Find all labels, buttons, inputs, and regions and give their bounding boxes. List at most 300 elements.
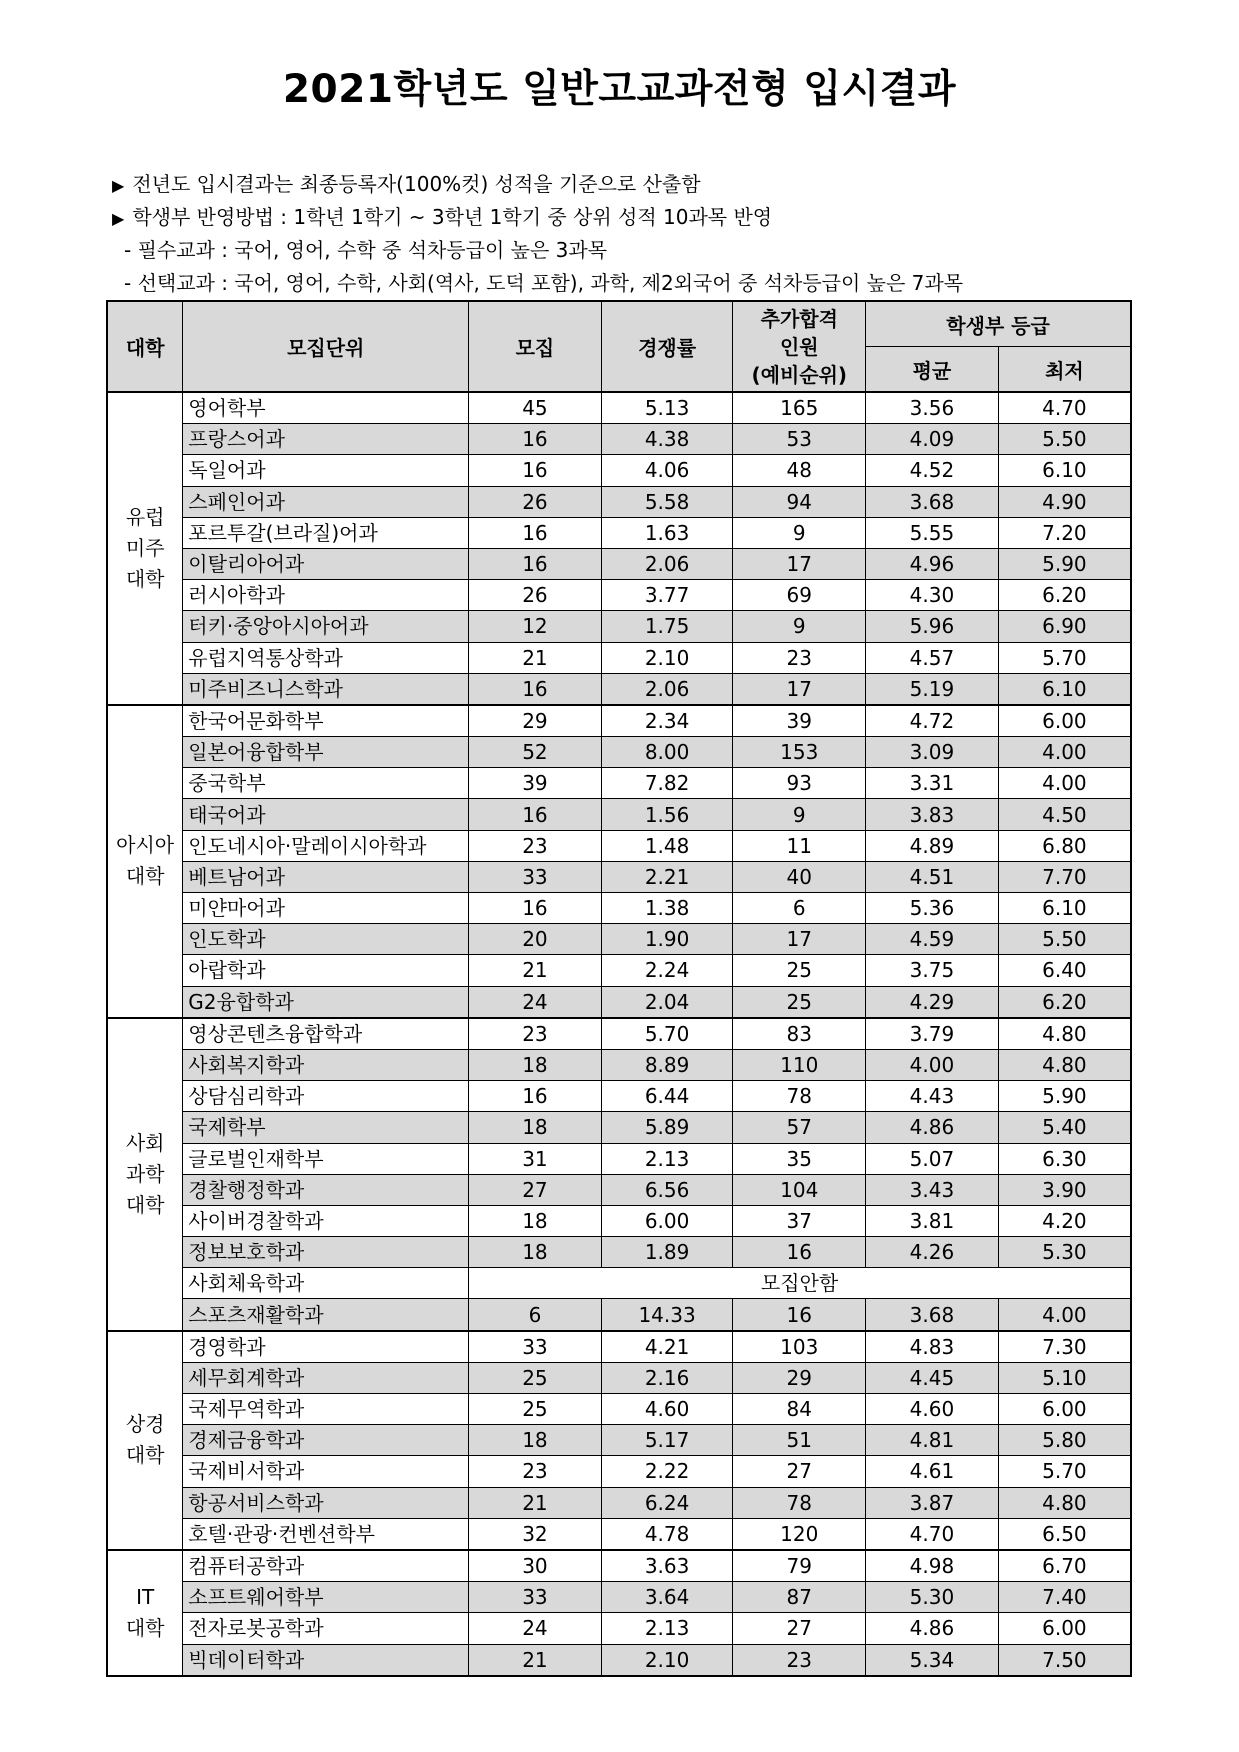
triangle-bullet-icon: ▶ — [112, 176, 125, 195]
table-row — [107, 642, 1131, 673]
recruit-cell: 16 — [469, 517, 602, 548]
table-row — [107, 517, 1131, 548]
table-row — [107, 1112, 1131, 1143]
min-cell: 7.50 — [998, 1644, 1131, 1676]
avg-cell: 3.79 — [866, 1018, 999, 1050]
ratio-cell: 5.70 — [601, 1018, 733, 1050]
avg-cell: 5.55 — [866, 517, 999, 548]
dept-cell: 인도네시아·말레이시아학과 — [183, 830, 469, 861]
min-cell: 5.80 — [998, 1425, 1131, 1456]
min-cell: 6.00 — [998, 1613, 1131, 1644]
dept-cell: 미주비즈니스학과 — [183, 673, 469, 705]
recruit-cell: 16 — [469, 1081, 602, 1112]
min-cell: 7.40 — [998, 1582, 1131, 1613]
recruit-cell: 18 — [469, 1049, 602, 1080]
table-row — [107, 705, 1131, 737]
ratio-cell: 4.60 — [601, 1394, 733, 1425]
recruit-cell: 21 — [469, 1487, 602, 1518]
avg-cell: 5.07 — [866, 1143, 999, 1174]
recruit-cell: 20 — [469, 924, 602, 955]
note-line — [112, 267, 963, 300]
avg-cell: 3.09 — [866, 737, 999, 768]
ratio-cell: 2.34 — [601, 705, 733, 737]
min-cell: 7.30 — [998, 1331, 1131, 1363]
dept-cell: 스포츠재활학과 — [183, 1299, 469, 1331]
table-row — [107, 893, 1131, 924]
table-row — [107, 768, 1131, 799]
extra-cell: 93 — [733, 768, 866, 799]
dept-cell: 정보보호학과 — [183, 1237, 469, 1268]
recruit-cell: 52 — [469, 737, 602, 768]
dept-cell: 유럽지역통상학과 — [183, 642, 469, 673]
avg-cell: 4.43 — [866, 1081, 999, 1112]
recruit-cell: 16 — [469, 799, 602, 830]
extra-cell: 84 — [733, 1394, 866, 1425]
extra-cell: 25 — [733, 986, 866, 1018]
recruit-cell: 25 — [469, 1394, 602, 1425]
min-cell: 4.00 — [998, 768, 1131, 799]
table-row — [107, 1174, 1131, 1205]
extra-cell: 94 — [733, 486, 866, 517]
note-text: 전년도 입시결과는 최종등록자(100%컷) 성적을 기준으로 산출함 — [132, 172, 701, 196]
dept-cell: 국제비서학과 — [183, 1456, 469, 1487]
ratio-cell: 2.04 — [601, 986, 733, 1018]
dept-cell: 스페인어과 — [183, 486, 469, 517]
min-cell: 7.20 — [998, 517, 1131, 548]
table-row — [107, 673, 1131, 705]
avg-cell: 4.96 — [866, 548, 999, 579]
header-avg: 평균 — [866, 347, 999, 393]
college-name-line: 상경 — [125, 1412, 165, 1437]
ratio-cell: 14.33 — [601, 1299, 733, 1331]
avg-cell: 4.70 — [866, 1518, 999, 1550]
table-row — [107, 392, 1131, 424]
table-row — [107, 955, 1131, 986]
ratio-cell: 1.90 — [601, 924, 733, 955]
table-row — [107, 1299, 1131, 1331]
table-row — [107, 986, 1131, 1018]
results-table — [106, 300, 1132, 1677]
min-cell: 6.10 — [998, 893, 1131, 924]
ratio-cell: 6.00 — [601, 1205, 733, 1236]
recruit-cell: 21 — [469, 955, 602, 986]
extra-cell: 37 — [733, 1205, 866, 1236]
avg-cell: 3.68 — [866, 1299, 999, 1331]
dept-cell: 컴퓨터공학과 — [183, 1550, 469, 1582]
recruit-cell: 26 — [469, 486, 602, 517]
table-row — [107, 830, 1131, 861]
min-cell: 5.30 — [998, 1237, 1131, 1268]
min-cell: 6.20 — [998, 580, 1131, 611]
recruit-cell: 16 — [469, 455, 602, 486]
avg-cell: 4.45 — [866, 1362, 999, 1393]
min-cell: 5.70 — [998, 1456, 1131, 1487]
ratio-cell: 2.10 — [601, 1644, 733, 1676]
table-body — [107, 392, 1131, 1676]
min-cell: 5.90 — [998, 548, 1131, 579]
extra-cell: 17 — [733, 548, 866, 579]
recruit-cell: 24 — [469, 1613, 602, 1644]
min-cell: 6.90 — [998, 611, 1131, 642]
avg-cell: 3.75 — [866, 955, 999, 986]
recruit-cell: 33 — [469, 1331, 602, 1363]
college-cell — [107, 1018, 183, 1331]
ratio-cell: 6.56 — [601, 1174, 733, 1205]
college-cell — [107, 705, 183, 1018]
college-name-line: 대학 — [125, 566, 165, 591]
ratio-cell: 6.44 — [601, 1081, 733, 1112]
dept-cell: 상담심리학과 — [183, 1081, 469, 1112]
avg-cell: 3.87 — [866, 1487, 999, 1518]
avg-cell: 4.52 — [866, 455, 999, 486]
ratio-cell: 4.06 — [601, 455, 733, 486]
dept-cell: 터키·중앙아시아어과 — [183, 611, 469, 642]
avg-cell: 4.60 — [866, 1394, 999, 1425]
avg-cell: 3.83 — [866, 799, 999, 830]
college-name-line: 과학 — [125, 1161, 165, 1186]
dept-cell: 영상콘텐츠융합학과 — [183, 1018, 469, 1050]
college-name-line: IT — [136, 1584, 155, 1609]
extra-cell: 9 — [733, 799, 866, 830]
min-cell: 5.40 — [998, 1112, 1131, 1143]
table-row — [107, 1237, 1131, 1268]
dept-cell: 이탈리아어과 — [183, 548, 469, 579]
extra-cell: 16 — [733, 1237, 866, 1268]
ratio-cell: 1.75 — [601, 611, 733, 642]
dept-cell: 미얀마어과 — [183, 893, 469, 924]
merged-status-cell: 모집안함 — [469, 1268, 1131, 1299]
avg-cell: 4.81 — [866, 1425, 999, 1456]
extra-cell: 25 — [733, 955, 866, 986]
college-cell — [107, 392, 183, 705]
extra-cell: 57 — [733, 1112, 866, 1143]
note-line — [112, 168, 963, 201]
recruit-cell: 25 — [469, 1362, 602, 1393]
table-row — [107, 1582, 1131, 1613]
avg-cell: 4.09 — [866, 424, 999, 455]
dept-cell: 프랑스어과 — [183, 424, 469, 455]
recruit-cell: 16 — [469, 673, 602, 705]
min-cell: 6.20 — [998, 986, 1131, 1018]
ratio-cell: 6.24 — [601, 1487, 733, 1518]
extra-cell: 153 — [733, 737, 866, 768]
dept-cell: 포르투갈(브라질)어과 — [183, 517, 469, 548]
dept-cell: 경제금융학과 — [183, 1425, 469, 1456]
recruit-cell: 23 — [469, 1018, 602, 1050]
min-cell: 4.80 — [998, 1018, 1131, 1050]
extra-cell: 78 — [733, 1487, 866, 1518]
extra-cell: 69 — [733, 580, 866, 611]
recruit-cell: 16 — [469, 424, 602, 455]
extra-cell: 110 — [733, 1049, 866, 1080]
ratio-cell: 4.78 — [601, 1518, 733, 1550]
ratio-cell: 2.10 — [601, 642, 733, 673]
avg-cell: 4.26 — [866, 1237, 999, 1268]
extra-cell: 11 — [733, 830, 866, 861]
college-name-line: 대학 — [125, 1443, 165, 1468]
ratio-cell: 3.77 — [601, 580, 733, 611]
avg-cell: 4.83 — [866, 1331, 999, 1363]
recruit-cell: 24 — [469, 986, 602, 1018]
avg-cell: 4.30 — [866, 580, 999, 611]
header-min: 최저 — [998, 347, 1131, 393]
dept-cell: 세무회계학과 — [183, 1362, 469, 1393]
ratio-cell: 2.06 — [601, 548, 733, 579]
dept-cell: 호텔·관광·컨벤션학부 — [183, 1518, 469, 1550]
extra-cell: 104 — [733, 1174, 866, 1205]
note-text: 학생부 반영방법 : 1학년 1학기 ~ 3학년 1학기 중 상위 성적 10과목 반영 — [132, 205, 773, 229]
min-cell: 6.10 — [998, 455, 1131, 486]
dept-cell: 국제학부 — [183, 1112, 469, 1143]
min-cell: 4.90 — [998, 486, 1131, 517]
min-cell: 4.00 — [998, 1299, 1131, 1331]
dept-cell: 경영학과 — [183, 1331, 469, 1363]
extra-cell: 48 — [733, 455, 866, 486]
dept-cell: 독일어과 — [183, 455, 469, 486]
college-name-line: 사회 — [125, 1130, 165, 1155]
recruit-cell: 26 — [469, 580, 602, 611]
college-name-line: 대학 — [125, 1615, 165, 1640]
extra-cell: 35 — [733, 1143, 866, 1174]
triangle-bullet-icon: ▶ — [112, 209, 125, 228]
recruit-cell: 6 — [469, 1299, 602, 1331]
recruit-cell: 12 — [469, 611, 602, 642]
recruit-cell: 39 — [469, 768, 602, 799]
avg-cell: 4.59 — [866, 924, 999, 955]
avg-cell: 4.61 — [866, 1456, 999, 1487]
recruit-cell: 16 — [469, 548, 602, 579]
ratio-cell: 7.82 — [601, 768, 733, 799]
dept-cell: 항공서비스학과 — [183, 1487, 469, 1518]
recruit-cell: 16 — [469, 893, 602, 924]
extra-cell: 6 — [733, 893, 866, 924]
min-cell: 7.70 — [998, 861, 1131, 892]
page-title: 2021학년도 일반고교과전형 입시결과 — [282, 67, 957, 112]
dept-cell: 한국어문화학부 — [183, 705, 469, 737]
header-extra — [733, 301, 866, 392]
table-row — [107, 1143, 1131, 1174]
ratio-cell: 2.13 — [601, 1613, 733, 1644]
table-row — [107, 1205, 1131, 1236]
dept-cell: 사회복지학과 — [183, 1049, 469, 1080]
recruit-cell: 27 — [469, 1174, 602, 1205]
recruit-cell: 33 — [469, 1582, 602, 1613]
ratio-cell: 2.22 — [601, 1456, 733, 1487]
recruit-cell: 31 — [469, 1143, 602, 1174]
note-line — [112, 234, 963, 267]
recruit-cell: 18 — [469, 1425, 602, 1456]
table-row — [107, 1550, 1131, 1582]
table-row — [107, 580, 1131, 611]
note-line — [112, 201, 963, 234]
table-row — [107, 799, 1131, 830]
table-row — [107, 1331, 1131, 1363]
table-row — [107, 1613, 1131, 1644]
avg-cell: 4.57 — [866, 642, 999, 673]
min-cell: 6.50 — [998, 1518, 1131, 1550]
college-name-line: 대학 — [125, 1192, 165, 1217]
extra-cell: 165 — [733, 392, 866, 424]
dept-cell: 경찰행정학과 — [183, 1174, 469, 1205]
min-cell: 6.30 — [998, 1143, 1131, 1174]
ratio-cell: 4.21 — [601, 1331, 733, 1363]
ratio-cell: 8.89 — [601, 1049, 733, 1080]
header-extra-line3: (예비순위) — [751, 362, 848, 387]
ratio-cell: 3.63 — [601, 1550, 733, 1582]
recruit-cell: 33 — [469, 861, 602, 892]
table-row — [107, 424, 1131, 455]
header-grade: 학생부 등급 — [866, 301, 1131, 347]
extra-cell: 40 — [733, 861, 866, 892]
extra-cell: 120 — [733, 1518, 866, 1550]
table-row — [107, 1644, 1131, 1676]
college-name-line: 미주 — [125, 535, 165, 560]
extra-cell: 23 — [733, 1644, 866, 1676]
dept-cell: G2융합학과 — [183, 986, 469, 1018]
ratio-cell: 5.89 — [601, 1112, 733, 1143]
min-cell: 4.00 — [998, 737, 1131, 768]
note-text: - 선택교과 : 국어, 영어, 수학, 사회(역사, 도덕 포함), 과학, 제2외국어 중 석차등급이 높은 7과목 — [124, 271, 964, 295]
table-row — [107, 1394, 1131, 1425]
ratio-cell: 5.58 — [601, 486, 733, 517]
min-cell: 5.50 — [998, 924, 1131, 955]
table-row — [107, 861, 1131, 892]
min-cell: 5.10 — [998, 1362, 1131, 1393]
college-name-line: 유럽 — [125, 504, 165, 529]
avg-cell: 4.86 — [866, 1112, 999, 1143]
extra-cell: 29 — [733, 1362, 866, 1393]
min-cell: 5.50 — [998, 424, 1131, 455]
min-cell: 4.50 — [998, 799, 1131, 830]
dept-cell: 일본어융합학부 — [183, 737, 469, 768]
min-cell: 4.70 — [998, 392, 1131, 424]
avg-cell: 5.19 — [866, 673, 999, 705]
dept-cell: 러시아학과 — [183, 580, 469, 611]
college-name-line: 아시아 — [116, 833, 175, 858]
min-cell: 4.80 — [998, 1487, 1131, 1518]
avg-cell: 3.68 — [866, 486, 999, 517]
ratio-cell: 1.48 — [601, 830, 733, 861]
table-row — [107, 1268, 1131, 1299]
dept-cell: 소프트웨어학부 — [183, 1582, 469, 1613]
ratio-cell: 2.06 — [601, 673, 733, 705]
recruit-cell: 21 — [469, 1644, 602, 1676]
extra-cell: 83 — [733, 1018, 866, 1050]
ratio-cell: 3.64 — [601, 1582, 733, 1613]
extra-cell: 9 — [733, 611, 866, 642]
recruit-cell: 23 — [469, 830, 602, 861]
min-cell: 6.00 — [998, 1394, 1131, 1425]
avg-cell: 4.86 — [866, 1613, 999, 1644]
extra-cell: 23 — [733, 642, 866, 673]
avg-cell: 4.98 — [866, 1550, 999, 1582]
notes-section — [112, 168, 963, 300]
ratio-cell: 1.63 — [601, 517, 733, 548]
ratio-cell: 5.13 — [601, 392, 733, 424]
header-recruit: 모집 — [469, 301, 602, 392]
dept-cell: 태국어과 — [183, 799, 469, 830]
ratio-cell: 2.13 — [601, 1143, 733, 1174]
header-dept: 모집단위 — [183, 301, 469, 392]
avg-cell: 3.56 — [866, 392, 999, 424]
recruit-cell: 21 — [469, 642, 602, 673]
ratio-cell: 8.00 — [601, 737, 733, 768]
extra-cell: 51 — [733, 1425, 866, 1456]
min-cell: 6.00 — [998, 705, 1131, 737]
recruit-cell: 45 — [469, 392, 602, 424]
avg-cell: 5.34 — [866, 1644, 999, 1676]
header-college: 대학 — [107, 301, 183, 392]
table-row — [107, 1487, 1131, 1518]
avg-cell: 5.30 — [866, 1582, 999, 1613]
table-row — [107, 1362, 1131, 1393]
extra-cell: 78 — [733, 1081, 866, 1112]
extra-cell: 17 — [733, 673, 866, 705]
dept-cell: 사회체육학과 — [183, 1268, 469, 1299]
college-cell — [107, 1331, 183, 1550]
table-row — [107, 1456, 1131, 1487]
extra-cell: 17 — [733, 924, 866, 955]
recruit-cell: 32 — [469, 1518, 602, 1550]
avg-cell: 4.00 — [866, 1049, 999, 1080]
min-cell: 4.20 — [998, 1205, 1131, 1236]
table-row — [107, 1425, 1131, 1456]
recruit-cell: 30 — [469, 1550, 602, 1582]
table-row — [107, 548, 1131, 579]
ratio-cell: 5.17 — [601, 1425, 733, 1456]
ratio-cell: 2.24 — [601, 955, 733, 986]
extra-cell: 16 — [733, 1299, 866, 1331]
min-cell: 4.80 — [998, 1049, 1131, 1080]
recruit-cell: 18 — [469, 1237, 602, 1268]
dept-cell: 글로벌인재학부 — [183, 1143, 469, 1174]
dept-cell: 아랍학과 — [183, 955, 469, 986]
extra-cell: 103 — [733, 1331, 866, 1363]
ratio-cell: 1.89 — [601, 1237, 733, 1268]
ratio-cell: 2.21 — [601, 861, 733, 892]
min-cell: 3.90 — [998, 1174, 1131, 1205]
college-cell — [107, 1550, 183, 1676]
avg-cell: 4.29 — [866, 986, 999, 1018]
header-ratio: 경쟁률 — [601, 301, 733, 392]
dept-cell: 베트남어과 — [183, 861, 469, 892]
recruit-cell: 18 — [469, 1112, 602, 1143]
table-row — [107, 1081, 1131, 1112]
extra-cell: 39 — [733, 705, 866, 737]
avg-cell: 4.89 — [866, 830, 999, 861]
extra-cell: 27 — [733, 1613, 866, 1644]
table-row — [107, 1049, 1131, 1080]
header-extra-line2: 인원 — [779, 334, 819, 359]
min-cell: 5.90 — [998, 1081, 1131, 1112]
table-row — [107, 924, 1131, 955]
ratio-cell: 2.16 — [601, 1362, 733, 1393]
ratio-cell: 1.56 — [601, 799, 733, 830]
dept-cell: 사이버경찰학과 — [183, 1205, 469, 1236]
recruit-cell: 18 — [469, 1205, 602, 1236]
avg-cell: 3.81 — [866, 1205, 999, 1236]
avg-cell: 3.43 — [866, 1174, 999, 1205]
table-row — [107, 737, 1131, 768]
recruit-cell: 23 — [469, 1456, 602, 1487]
table-row — [107, 486, 1131, 517]
recruit-cell: 29 — [469, 705, 602, 737]
extra-cell: 9 — [733, 517, 866, 548]
college-name-line: 대학 — [125, 864, 165, 889]
dept-cell: 인도학과 — [183, 924, 469, 955]
extra-cell: 27 — [733, 1456, 866, 1487]
avg-cell: 5.96 — [866, 611, 999, 642]
